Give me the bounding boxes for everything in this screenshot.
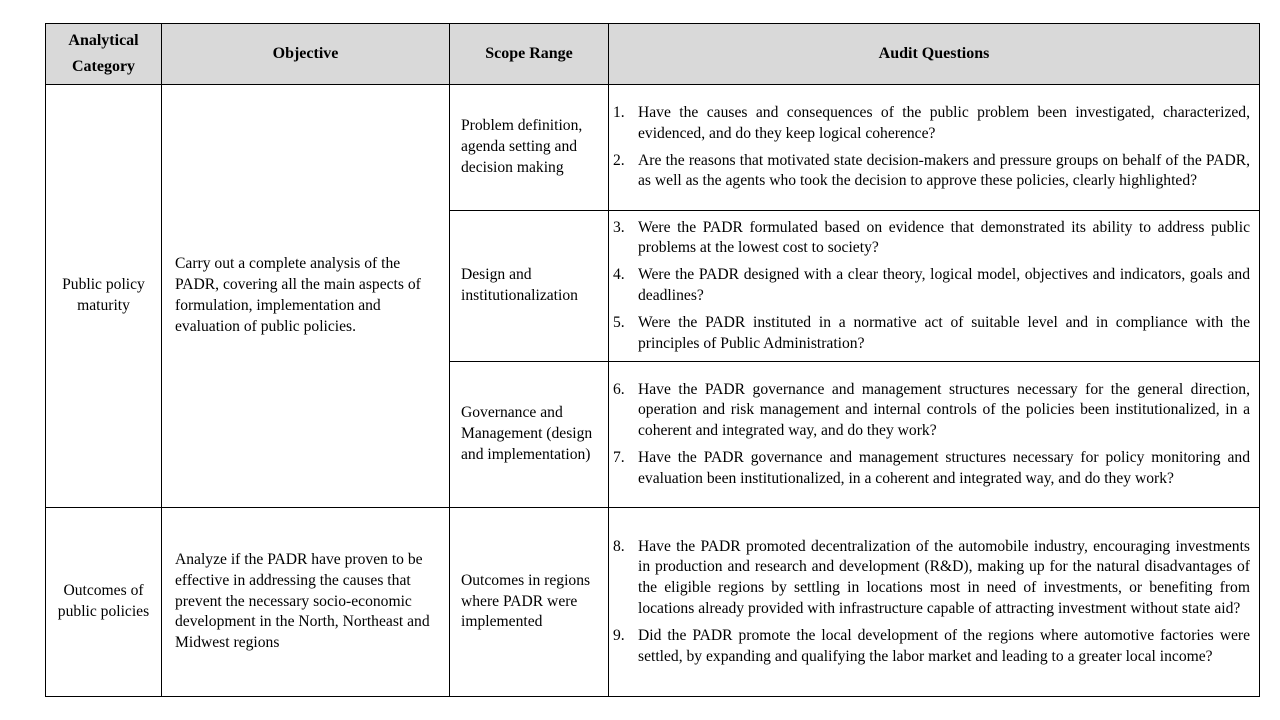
objective-cell-public-policy-maturity: Carry out a complete analysis of the PADR, covering all the main aspects of formulation, implementation and evaluation of public policies. bbox=[162, 85, 450, 508]
objective-cell-outcomes: Analyze if the PADR have proven to be effective in addressing the causes that prevent the necessary socio-economic development in the North, Northeast and Midwest regions bbox=[162, 508, 450, 697]
question-number: 8. bbox=[613, 537, 625, 555]
header-scope-range: Scope Range bbox=[450, 24, 609, 85]
question-text: Were the PADR formulated based on evidence that demonstrated its ability to address public problems at the lowest cost to society? bbox=[638, 218, 1250, 257]
header-objective: Objective bbox=[162, 24, 450, 85]
audit-question bbox=[613, 448, 1250, 490]
questions-cell bbox=[609, 211, 1260, 362]
question-text: Were the PADR designed with a clear theory, logical model, objectives and indicators, goals and deadlines? bbox=[638, 266, 1250, 304]
header-audit-questions: Audit Questions bbox=[609, 24, 1260, 85]
audit-question bbox=[613, 537, 1250, 620]
category-cell-outcomes: Outcomes of public policies bbox=[46, 508, 162, 697]
question-text: Were the PADR instituted in a normative act of suitable level and in compliance with the principles of Public Administration? bbox=[638, 313, 1250, 352]
question-number: 6. bbox=[613, 380, 625, 398]
audit-matrix-table bbox=[45, 23, 1260, 697]
audit-question bbox=[613, 218, 1250, 260]
table-row bbox=[46, 508, 1260, 697]
question-text: Have the PADR governance and management structures necessary for policy monitoring and evaluation been institutionalized, in a coherent and integrated way, and do they work? bbox=[638, 448, 1250, 487]
category-cell-public-policy-maturity: Public policy maturity bbox=[46, 85, 162, 508]
question-text: Are the reasons that motivated state decision-makers and pressure groups on behalf of the PADR, as well as the agents who took the decision to approve these policies, clearly highlighted? bbox=[638, 151, 1250, 190]
question-number: 7. bbox=[613, 448, 625, 466]
audit-question bbox=[613, 380, 1250, 442]
question-number: 9. bbox=[613, 626, 625, 644]
question-text: Have the causes and consequences of the public problem been investigated, characterized, evidenced, and do they keep logical coherence? bbox=[638, 103, 1250, 142]
audit-question bbox=[613, 626, 1250, 668]
question-number: 3. bbox=[613, 218, 625, 236]
question-number: 4. bbox=[613, 266, 625, 284]
audit-question bbox=[613, 313, 1250, 355]
question-text: Have the PADR governance and management structures necessary for the general direction, operation and risk management and internal controls of the policies been institutionalized, in a coherent and integrated way, and do they work? bbox=[638, 380, 1250, 440]
question-text: Have the PADR promoted decentralization of the automobile industry, encouraging investments in production and research and development (R&D), making up for the natural disadvantages of the eligible regions by settling in locations most in need of investments, or benefiting from locations already provided with infrastructure capable of attracting investment without state aid? bbox=[638, 537, 1250, 617]
header-row bbox=[46, 24, 1260, 85]
question-number: 2. bbox=[613, 151, 625, 169]
questions-cell bbox=[609, 362, 1260, 508]
scope-cell-governance-management: Governance and Management (design and implementation) bbox=[450, 362, 609, 508]
table-row bbox=[46, 85, 1260, 211]
question-number: 5. bbox=[613, 313, 625, 331]
scope-cell-outcomes-regions: Outcomes in regions where PADR were implemented bbox=[450, 508, 609, 697]
header-analytical-category: Analytical Category bbox=[46, 24, 162, 85]
scope-cell-design-institutionalization: Design and institutionalization bbox=[450, 211, 609, 362]
question-number: 1. bbox=[613, 103, 625, 121]
audit-question bbox=[613, 265, 1250, 307]
questions-cell bbox=[609, 85, 1260, 211]
question-text: Did the PADR promote the local development of the regions where automotive factories were settled, by expanding and qualifying the labor market and leading to a greater local income? bbox=[638, 626, 1250, 665]
audit-question bbox=[613, 151, 1250, 193]
questions-cell bbox=[609, 508, 1260, 697]
scope-cell-problem-definition: Problem definition, agenda setting and decision making bbox=[450, 85, 609, 211]
audit-question bbox=[613, 103, 1250, 145]
